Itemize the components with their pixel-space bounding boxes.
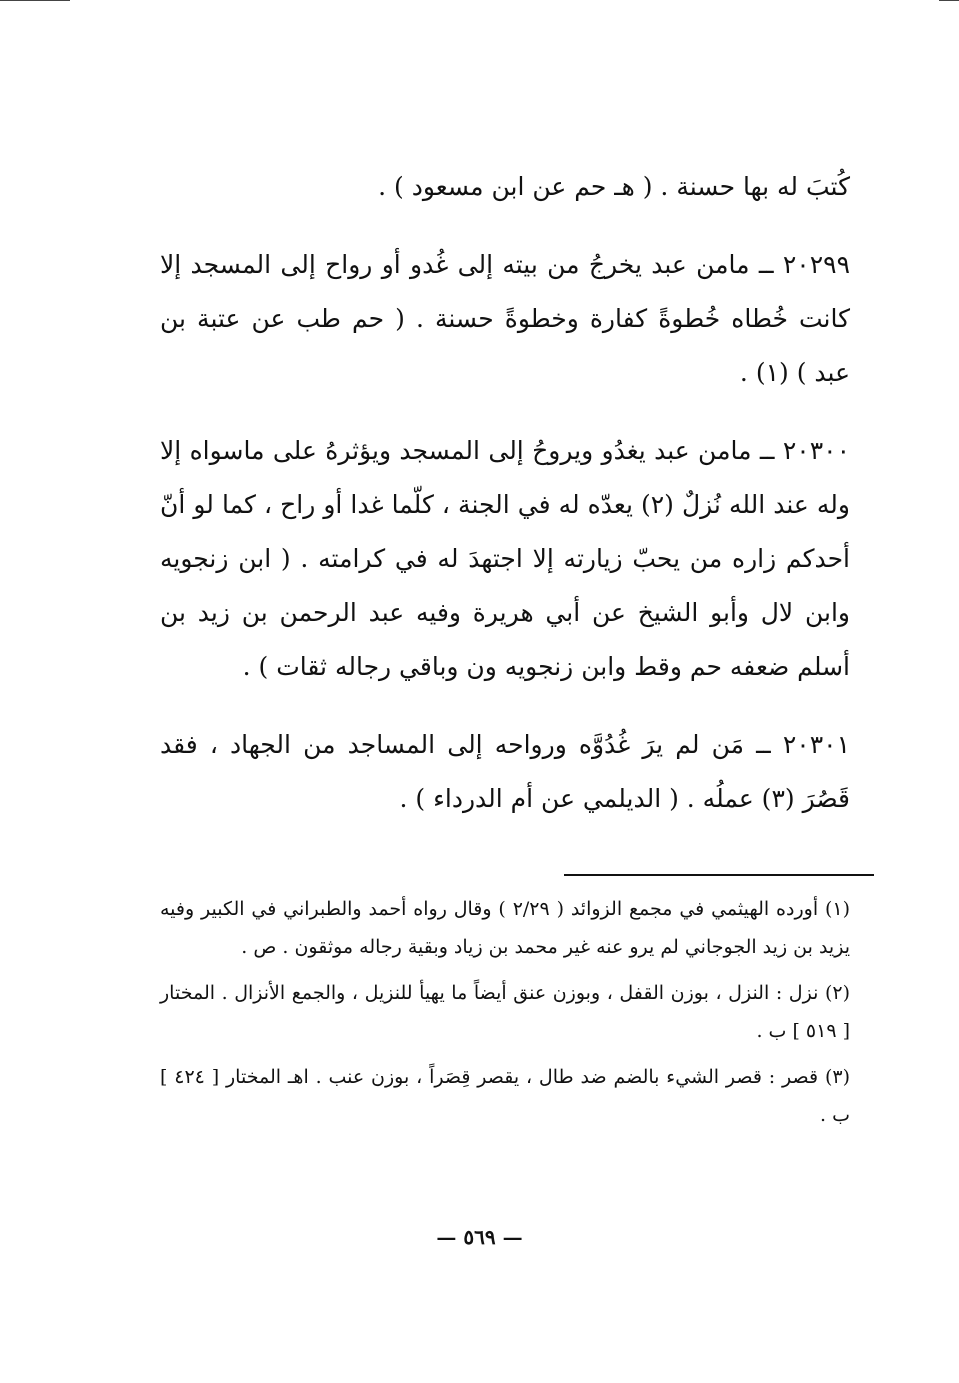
hadith-paragraph: ٢٠٣٠٠ ــ مامن عبد يغدُو ويروحُ إلى المسجد ويؤثرهُ على ماسواه إلا وله عند الله نُزلٌ (٢) يعدّه له في الجنة ، كلّما غدا أو راح ، كما لو أنّ أحدكم زاره من يحبّ زيارته إلا اجتهدَ له في كرامته . ( ابن زنجويه وابن لال وأبو الشيخ عن أبي هريرة وفيه عبد الرحمن بن زيد بن أسلم ضعفه حم وقط وابن زنجويه ون وباقي رجاله ثقات ) . bbox=[160, 436, 850, 681]
hadith-paragraph: ٢٠٢٩٩ ــ مامن عبد يخرجُ من بيته إلى غُدو أو رواح إلى المسجد إلا كانت خُطاه خُطوةً كفارة وخطوةً حسنة . ( حم طب عن عتبة بن عبد ) (١) . bbox=[160, 250, 850, 387]
scan-edge-mark bbox=[0, 0, 70, 1]
footnote: (٣) قصر : قصر الشيء بالضم ضد طال ، يقصر قِصَراً ، بوزن عنب . اهـ المختار [ ٤٢٤ ] ب . bbox=[160, 1066, 850, 1126]
footnote: (١) أورده الهيثمي في مجمع الزوائد ( ٢/٢٩ ) وقال رواه أحمد والطبراني في الكبير وفيه يزيد بن زيد الجوجاني لم يرو عنه غير محمد بن زياد وبقية رجاله موثقون . ص . bbox=[160, 898, 851, 958]
scan-edge-mark bbox=[939, 0, 959, 1]
hadith-paragraph: ٢٠٣٠١ ــ مَن لم يرَ غُدُوَّه ورواحه إلى المساجد من الجهاد ، فقد قَصُرَ (٣) عملُه . ( الديلمي عن أم الدرداء ) . bbox=[160, 730, 850, 813]
footnote: (٢) نزل : النزل ، بوزن القفل ، وبوزن عنق أيضاً ما يهيأ للنزيل ، والجمع الأنزال . المختار [ ٥١٩ ] ب . bbox=[160, 982, 850, 1042]
footnotes bbox=[160, 890, 850, 1142]
page-number: — ٥٦٩ — bbox=[436, 1225, 523, 1249]
footnote-divider bbox=[564, 874, 874, 876]
hadith-paragraph: كُتبَ له بها حسنة . ( هـ حم عن ابن مسعود ) . bbox=[378, 172, 850, 201]
main-text bbox=[160, 160, 850, 850]
